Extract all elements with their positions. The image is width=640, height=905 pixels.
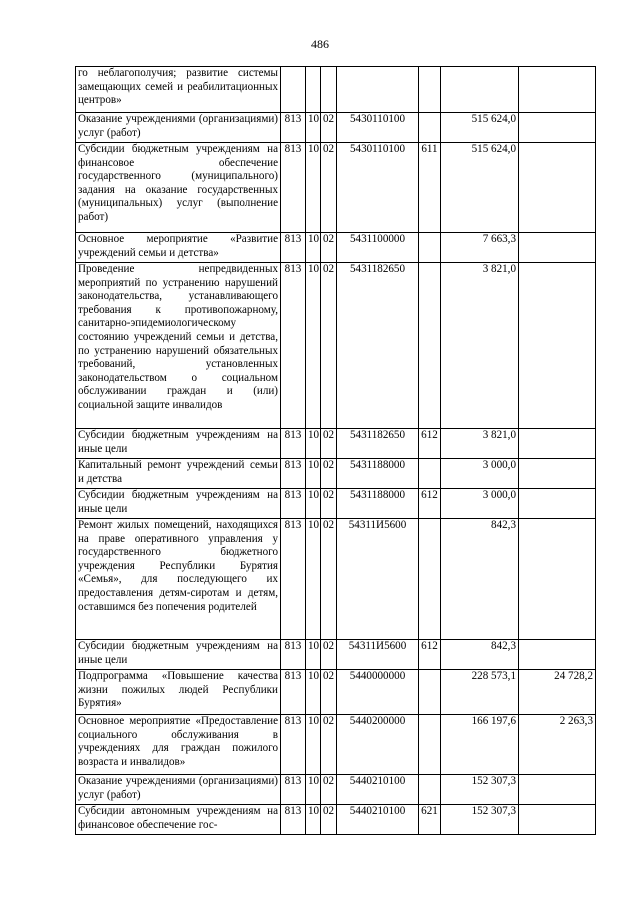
row-subsection-cell: 02 <box>321 143 337 233</box>
row-section-cell: 10 <box>306 519 321 640</box>
row-target-article-cell: 5431100000 <box>337 233 419 263</box>
row-grbs-cell: 813 <box>281 519 306 640</box>
row-subsection-cell: 02 <box>321 519 337 640</box>
row-section-cell: 10 <box>306 715 321 775</box>
row-name-cell: Субсидии бюджетным учреждениям на финансовое обеспечение государственного (муниципального) задания на оказание государственных (муниципальных) услуг (выполнение работ) <box>76 143 281 233</box>
row-amount-2-cell <box>519 459 596 489</box>
table-row <box>76 805 596 835</box>
row-expense-type-cell <box>419 775 441 805</box>
row-amount-cell: 152 307,3 <box>441 805 519 835</box>
row-grbs-cell: 813 <box>281 775 306 805</box>
row-subsection-cell: 02 <box>321 715 337 775</box>
row-target-article-cell: 5431182650 <box>337 429 419 459</box>
row-target-article-cell: 54311И5600 <box>337 519 419 640</box>
row-grbs-cell: 813 <box>281 805 306 835</box>
row-grbs-cell: 813 <box>281 143 306 233</box>
row-section-cell: 10 <box>306 805 321 835</box>
row-subsection-cell: 02 <box>321 233 337 263</box>
row-amount-2-cell <box>519 67 596 113</box>
row-amount-cell: 842,3 <box>441 519 519 640</box>
table-row <box>76 670 596 715</box>
row-name-cell: го неблагополучия; развитие системы замещающих семей и реабилитационных центров» <box>76 67 281 113</box>
row-section-cell <box>306 67 321 113</box>
table-row <box>76 67 596 113</box>
row-subsection-cell: 02 <box>321 640 337 670</box>
row-target-article-cell: 5440200000 <box>337 715 419 775</box>
row-target-article-cell: 5440000000 <box>337 670 419 715</box>
row-name-cell: Основное мероприятие «Предоставление социального обслуживания в учреждениях для граждан пожилого возраста и инвалидов» <box>76 715 281 775</box>
row-name-cell: Субсидии бюджетным учреждениям на иные цели <box>76 489 281 519</box>
row-expense-type-cell: 621 <box>419 805 441 835</box>
row-subsection-cell: 02 <box>321 775 337 805</box>
row-amount-2-cell <box>519 775 596 805</box>
row-expense-type-cell <box>419 233 441 263</box>
row-expense-type-cell <box>419 670 441 715</box>
row-section-cell: 10 <box>306 263 321 429</box>
row-subsection-cell <box>321 67 337 113</box>
row-target-article-cell: 54311И5600 <box>337 640 419 670</box>
row-target-article-cell: 5430110100 <box>337 143 419 233</box>
row-amount-2-cell <box>519 143 596 233</box>
row-section-cell: 10 <box>306 489 321 519</box>
row-target-article-cell: 5440210100 <box>337 805 419 835</box>
row-expense-type-cell <box>419 715 441 775</box>
row-grbs-cell: 813 <box>281 459 306 489</box>
row-name-cell: Субсидии бюджетным учреждениям на иные цели <box>76 429 281 459</box>
row-amount-2-cell <box>519 263 596 429</box>
row-amount-2-cell <box>519 805 596 835</box>
row-grbs-cell <box>281 67 306 113</box>
row-grbs-cell: 813 <box>281 429 306 459</box>
row-subsection-cell: 02 <box>321 489 337 519</box>
row-target-article-cell: 5431188000 <box>337 489 419 519</box>
row-grbs-cell: 813 <box>281 113 306 143</box>
table-row <box>76 519 596 640</box>
row-amount-cell: 515 624,0 <box>441 113 519 143</box>
row-amount-cell: 228 573,1 <box>441 670 519 715</box>
row-section-cell: 10 <box>306 670 321 715</box>
row-grbs-cell: 813 <box>281 715 306 775</box>
row-amount-cell: 3 000,0 <box>441 489 519 519</box>
row-target-article-cell: 5431188000 <box>337 459 419 489</box>
row-expense-type-cell: 612 <box>419 429 441 459</box>
row-expense-type-cell: 611 <box>419 143 441 233</box>
row-expense-type-cell <box>419 113 441 143</box>
row-expense-type-cell <box>419 459 441 489</box>
row-expense-type-cell <box>419 519 441 640</box>
row-amount-cell: 3 821,0 <box>441 429 519 459</box>
row-amount-2-cell <box>519 489 596 519</box>
row-expense-type-cell <box>419 67 441 113</box>
row-amount-2-cell <box>519 113 596 143</box>
row-amount-cell: 3 821,0 <box>441 263 519 429</box>
row-expense-type-cell <box>419 263 441 429</box>
row-amount-2-cell: 24 728,2 <box>519 670 596 715</box>
row-amount-cell <box>441 67 519 113</box>
row-name-cell: Субсидии автономным учреждениям на финансовое обеспечение гос- <box>76 805 281 835</box>
table-row <box>76 459 596 489</box>
table-row <box>76 233 596 263</box>
table-row <box>76 775 596 805</box>
row-section-cell: 10 <box>306 113 321 143</box>
row-amount-2-cell: 2 263,3 <box>519 715 596 775</box>
row-target-article-cell: 5431182650 <box>337 263 419 429</box>
row-amount-cell: 842,3 <box>441 640 519 670</box>
row-name-cell: Основное мероприятие «Развитие учреждений семьи и детства» <box>76 233 281 263</box>
row-amount-cell: 515 624,0 <box>441 143 519 233</box>
row-section-cell: 10 <box>306 459 321 489</box>
row-grbs-cell: 813 <box>281 670 306 715</box>
row-subsection-cell: 02 <box>321 459 337 489</box>
table-row <box>76 113 596 143</box>
row-name-cell: Проведение непредвиденных мероприятий по устранению нарушений законодательства, устанавливающего требования к противопожарному, санитарно-эпидемиологическому состоянию учреждений семьи и детства, по устранению нарушений обязательных требований, установленных законодательством о социальном обслуживании граждан и (или) социальной защите инвалидов <box>76 263 281 429</box>
row-section-cell: 10 <box>306 143 321 233</box>
row-section-cell: 10 <box>306 429 321 459</box>
row-target-article-cell: 5440210100 <box>337 775 419 805</box>
table-row <box>76 489 596 519</box>
row-grbs-cell: 813 <box>281 233 306 263</box>
row-grbs-cell: 813 <box>281 640 306 670</box>
table-row <box>76 263 596 429</box>
row-name-cell: Оказание учреждениями (организациями) услуг (работ) <box>76 775 281 805</box>
row-name-cell: Ремонт жилых помещений, находящихся на праве оперативного управления у государственного бюджетного учреждения Республики Бурятия «Семья», для последующего их предоставления детям-сиротам и детям, оставшимся без попечения родителей <box>76 519 281 640</box>
row-subsection-cell: 02 <box>321 113 337 143</box>
row-name-cell: Подпрограмма «Повышение качества жизни пожилых людей Республики Бурятия» <box>76 670 281 715</box>
budget-table <box>75 66 596 835</box>
row-section-cell: 10 <box>306 775 321 805</box>
row-amount-cell: 152 307,3 <box>441 775 519 805</box>
row-name-cell: Оказание учреждениями (организациями) услуг (работ) <box>76 113 281 143</box>
table-row <box>76 143 596 233</box>
row-subsection-cell: 02 <box>321 429 337 459</box>
row-amount-2-cell <box>519 640 596 670</box>
row-amount-2-cell <box>519 519 596 640</box>
row-name-cell: Субсидии бюджетным учреждениям на иные цели <box>76 640 281 670</box>
table-row <box>76 715 596 775</box>
row-grbs-cell: 813 <box>281 489 306 519</box>
row-amount-cell: 3 000,0 <box>441 459 519 489</box>
row-name-cell: Капитальный ремонт учреждений семьи и детства <box>76 459 281 489</box>
row-grbs-cell: 813 <box>281 263 306 429</box>
table-row <box>76 640 596 670</box>
row-target-article-cell <box>337 67 419 113</box>
row-amount-2-cell <box>519 233 596 263</box>
row-expense-type-cell: 612 <box>419 640 441 670</box>
row-amount-2-cell <box>519 429 596 459</box>
row-section-cell: 10 <box>306 233 321 263</box>
page-number: 486 <box>311 37 329 51</box>
row-expense-type-cell: 612 <box>419 489 441 519</box>
row-amount-cell: 7 663,3 <box>441 233 519 263</box>
row-section-cell: 10 <box>306 640 321 670</box>
row-amount-cell: 166 197,6 <box>441 715 519 775</box>
row-subsection-cell: 02 <box>321 805 337 835</box>
table-row <box>76 429 596 459</box>
row-target-article-cell: 5430110100 <box>337 113 419 143</box>
row-subsection-cell: 02 <box>321 263 337 429</box>
row-subsection-cell: 02 <box>321 670 337 715</box>
